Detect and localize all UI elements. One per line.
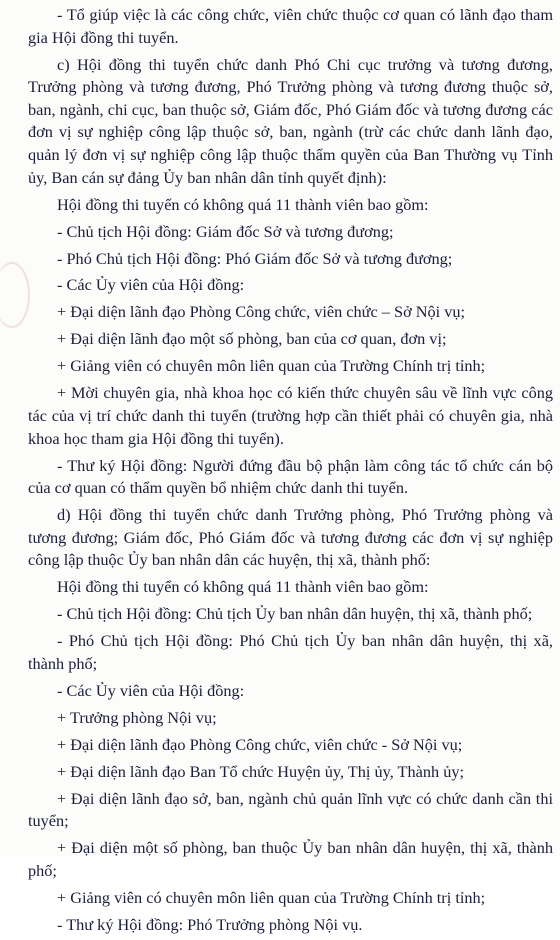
paragraph: - Phó Chủ tịch Hội đồng: Phó Giám đốc Sở và tương đương;	[57, 248, 453, 268]
paragraph: + Đại diện lãnh đạo Ban Tổ chức Huyện ủy, Thị ủy, Thành ủy;	[57, 761, 465, 781]
paragraph: - Thư ký Hội đồng: Người đứng đầu bộ phận làm công tác tổ chức cán bộ của cơ quan có thẩm quyền bổ nhiệm chức danh thi tuyển.	[28, 455, 553, 498]
paragraph: + Mời chuyên gia, nhà khoa học có kiến thức chuyên sâu về lĩnh vực công tác của vị trí chức danh thi tuyển (trường hợp cần thiết phải có chuyên gia, nhà khoa học tham gia Hội đồng thi tuyển).	[28, 383, 553, 448]
paragraph: - Các Ủy viên của Hội đồng:	[57, 680, 245, 700]
paragraph: - Phó Chủ tịch Hội đồng: Phó Chủ tịch Ủy ban nhân dân huyện, thị xã, thành phố;	[28, 631, 553, 673]
paragraph: - Thư ký Hội đồng: Phó Trưởng phòng Nội vụ.	[57, 914, 363, 934]
paragraph: Hội đồng thi tuyển có không quá 11 thành viên bao gồm:	[57, 577, 429, 597]
paragraph: Hội đồng thi tuyển có không quá 11 thành viên bao gồm:	[57, 194, 429, 214]
paragraph: + Đại diện lãnh đạo Phòng Công chức, viên chức – Sở Nội vụ;	[57, 302, 466, 322]
paragraph: - Chủ tịch Hội đồng: Giám đốc Sở và tương đương;	[57, 221, 394, 241]
paragraph: + Đại diện một số phòng, ban thuộc Ủy ban nhân dân huyện, thị xã, thành phố;	[28, 838, 553, 880]
paragraph: + Đại diện lãnh đạo Phòng Công chức, viên chức - Sở Nội vụ;	[57, 734, 463, 754]
paragraph: + Giảng viên có chuyên môn liên quan của Trường Chính trị tỉnh;	[57, 887, 486, 907]
paragraph: + Trưởng phòng Nội vụ;	[57, 707, 217, 727]
paragraph: + Đại diện lãnh đạo một số phòng, ban của cơ quan, đơn vị;	[57, 329, 447, 349]
paragraph: - Các Ủy viên của Hội đồng:	[57, 275, 245, 295]
paragraph: - Tổ giúp việc là các công chức, viên chức thuộc cơ quan có lãnh đạo tham gia Hội đồng thi tuyển.	[28, 5, 553, 47]
paragraph: c) Hội đồng thi tuyển chức danh Phó Chi cục trưởng và tương đương, Trưởng phòng và tương đương, Phó Trưởng phòng và tương đương thuộc sở, ban, ngành, chi cục, ban thuộc sở, Giám đốc, Phó Giám đốc và tương đương các đơn vị sự nghiệp công lập thuộc sở, ban, ngành (trừ các chức danh lãnh đạo, quản lý đơn vị sự nghiệp công lập thuộc thẩm quyền của Ban Thường vụ Tỉnh ủy, Ban cán sự đảng Ủy ban nhân dân tỉnh quyết định):	[28, 54, 553, 187]
paragraph: + Giảng viên có chuyên môn liên quan của Trường Chính trị tỉnh;	[57, 356, 486, 376]
paragraph: - Chủ tịch Hội đồng: Chủ tịch Ủy ban nhân dân huyện, thị xã, thành phố;	[57, 604, 533, 624]
document-body	[28, 4, 553, 940]
stamp-mark	[0, 262, 30, 328]
paragraph: d) Hội đồng thi tuyển chức danh Trưởng phòng, Phó Trưởng phòng và tương đương; Giám đốc, Phó Giám đốc và tương đương các đơn vị sự nghiệp công lập thuộc Ủy ban nhân dân các huyện, thị xã, thành phố:	[28, 505, 553, 570]
paragraph: + Đại diện lãnh đạo sở, ban, ngành chủ quản lĩnh vực có chức danh cần thi tuyển;	[28, 788, 553, 831]
